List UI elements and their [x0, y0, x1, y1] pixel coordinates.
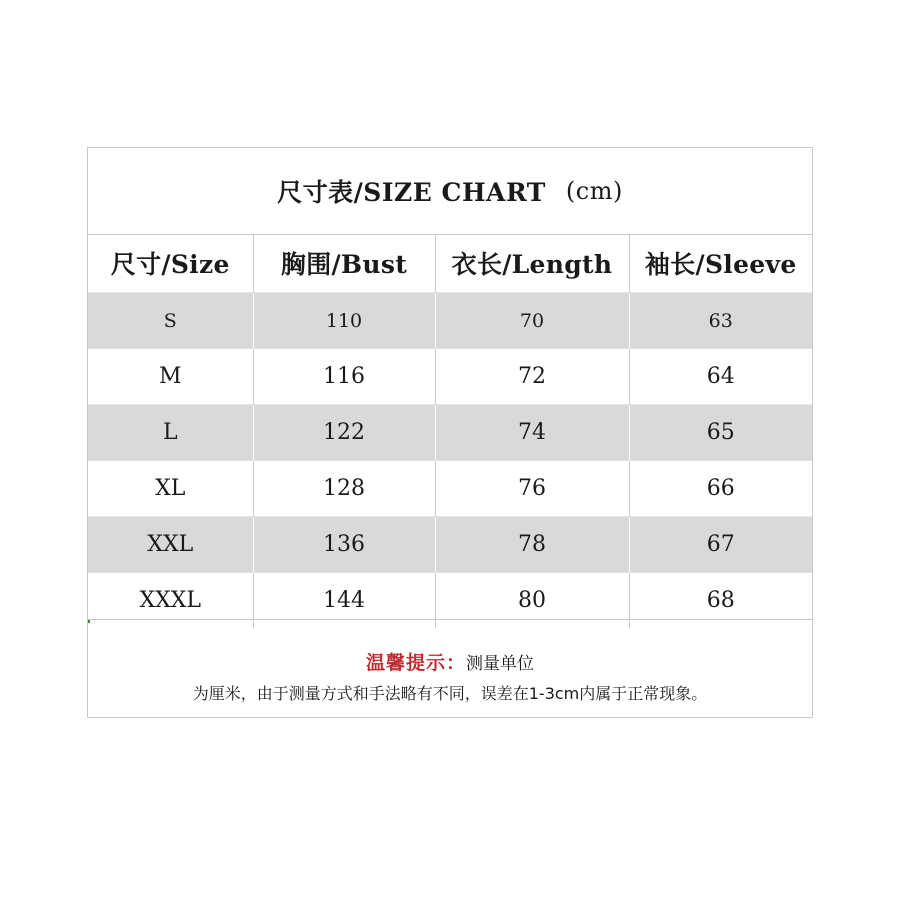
chart-title	[88, 148, 812, 235]
cell-length: 70	[435, 293, 629, 349]
cell-sleeve: 68	[629, 573, 812, 629]
cell-length: 76	[435, 461, 629, 517]
cell-bust: 144	[253, 573, 435, 629]
cell-size: S	[88, 293, 253, 349]
cell-bust: 122	[253, 405, 435, 461]
header-bust: 胸围/Bust	[253, 234, 435, 293]
table-row	[88, 293, 812, 349]
table-row	[88, 461, 812, 517]
header-size: 尺寸/Size	[88, 234, 253, 293]
header-length: 衣长/Length	[435, 234, 629, 293]
cell-sleeve: 64	[629, 349, 812, 405]
cell-bust: 136	[253, 517, 435, 573]
size-table	[88, 234, 812, 628]
cell-sleeve: 63	[629, 293, 812, 349]
cell-sleeve: 65	[629, 405, 812, 461]
cell-size: XXL	[88, 517, 253, 573]
cell-length: 72	[435, 349, 629, 405]
cell-size: XXXL	[88, 573, 253, 629]
table-row	[88, 405, 812, 461]
cell-bust: 128	[253, 461, 435, 517]
chart-title-text: 尺寸表/SIZE CHART	[277, 178, 546, 207]
cell-length: 78	[435, 517, 629, 573]
cell-length: 74	[435, 405, 629, 461]
cell-sleeve: 66	[629, 461, 812, 517]
table-row	[88, 349, 812, 405]
note-line1: 测量单位	[466, 654, 534, 674]
cell-sleeve: 67	[629, 517, 812, 573]
cell-size: L	[88, 405, 253, 461]
note-line2: 为厘米，由于测量方式和手法略有不同，误差在1-3cm内属于正常现象。	[192, 684, 708, 703]
header-row	[88, 234, 812, 293]
warning-label: 温馨提示：	[365, 652, 466, 674]
cell-bust: 116	[253, 349, 435, 405]
chart-title-unit: (cm)	[565, 177, 623, 205]
cell-bust: 110	[253, 293, 435, 349]
measurement-note	[88, 619, 812, 718]
table-row	[88, 517, 812, 573]
cell-size: XL	[88, 461, 253, 517]
cell-length: 80	[435, 573, 629, 629]
header-sleeve: 袖长/Sleeve	[644, 250, 797, 279]
size-chart	[87, 147, 813, 718]
cell-size: M	[88, 349, 253, 405]
